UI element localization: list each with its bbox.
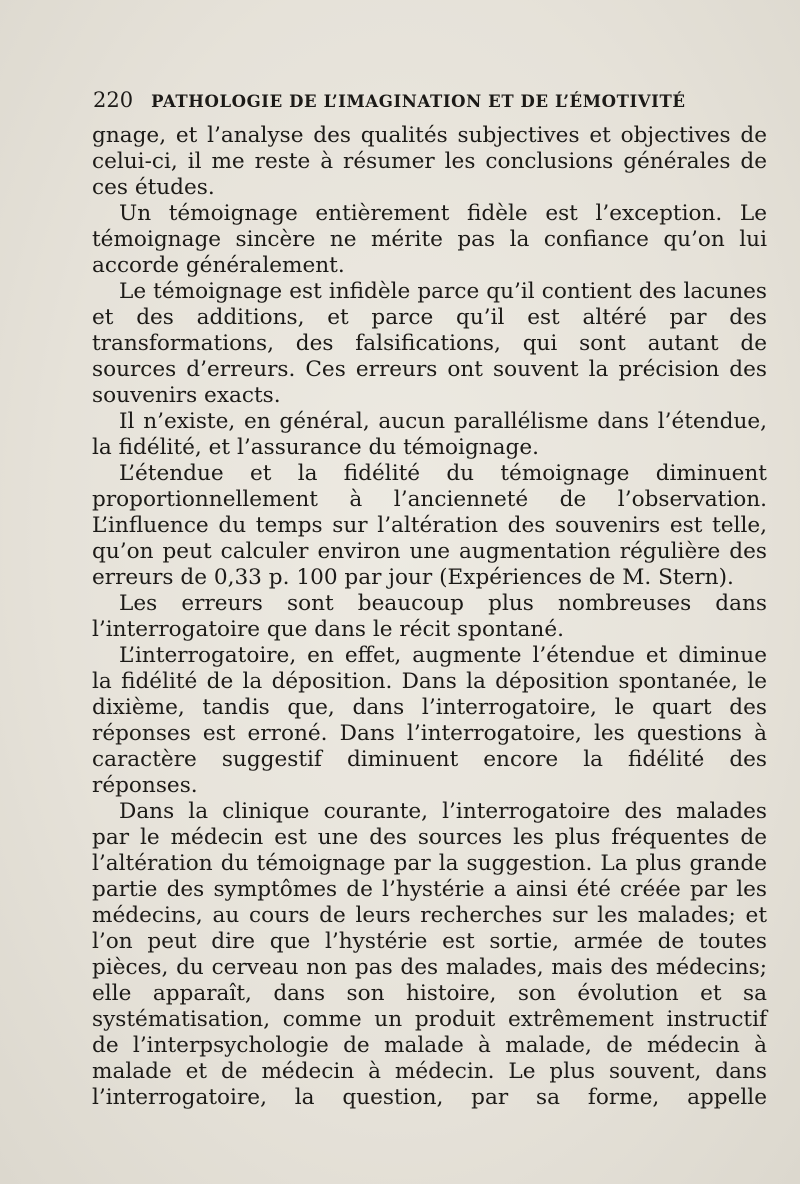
paragraph: Dans la clinique courante, l’interrogatoire des malades par le médecin est une des sources les plus fréquentes de l’altération du témoignage par la suggestion. La plus grande partie des symptômes de l’hystérie a ainsi été créée par les médecins, au cours de leurs recherches sur les malades; et l’on peut dire que l’hystérie est sortie, armée de toutes pièces, du cerveau non pas des malades, mais des médecins; elle apparaît, dans son histoire, son évolution et sa systématisation, comme un produit extrêmement instructif de l’interpsychologie de malade à malade, de médecin à malade et de médecin à médecin. Le plus souvent, dans l’interrogatoire, la question, par sa forme, appelle <box>92 799 767 1110</box>
paragraph: Un témoignage entièrement fidèle est l’exception. Le témoignage sincère ne mérite pas la confiance qu’on lui accorde généralement. <box>92 201 767 278</box>
body-text <box>92 123 767 1111</box>
paragraph: Les erreurs sont beaucoup plus nombreuses dans l’interrogatoire que dans le récit spontané. <box>92 591 767 642</box>
running-head: PATHOLOGIE DE L’IMAGINATION ET DE L’ÉMOTIVITÉ <box>151 92 686 111</box>
page-number: 220 <box>93 88 134 112</box>
page-header <box>93 88 773 122</box>
paragraph: Le témoignage est infidèle parce qu’il contient des lacunes et des additions, et parce qu’il est altéré par des transformations, des falsifications, qui sont autant de sources d’erreurs. Ces erreurs ont souvent la précision des souvenirs exacts. <box>92 279 767 408</box>
paragraph: L’interrogatoire, en effet, augmente l’étendue et diminue la fidélité de la déposition. Dans la déposition spontanée, le dixième, tandis que, dans l’interrogatoire, le quart des réponses est erroné. Dans l’interrogatoire, les questions à caractère suggestif diminuent encore la fidélité des réponses. <box>92 643 767 798</box>
paragraph: Il n’existe, en général, aucun parallélisme dans l’étendue, la fidélité, et l’assurance du témoignage. <box>92 409 767 460</box>
paragraph: gnage, et l’analyse des qualités subjectives et objectives de celui-ci, il me reste à résumer les conclusions générales de ces études. <box>92 123 767 200</box>
paragraph: L’étendue et la fidélité du témoignage diminuent proportionnellement à l’ancienneté de l’observation. L’influence du temps sur l’altération des souvenirs est telle, qu’on peut calculer environ une augmentation régulière des erreurs de 0,33 p. 100 par jour (Expériences de M. Stern). <box>92 461 767 590</box>
